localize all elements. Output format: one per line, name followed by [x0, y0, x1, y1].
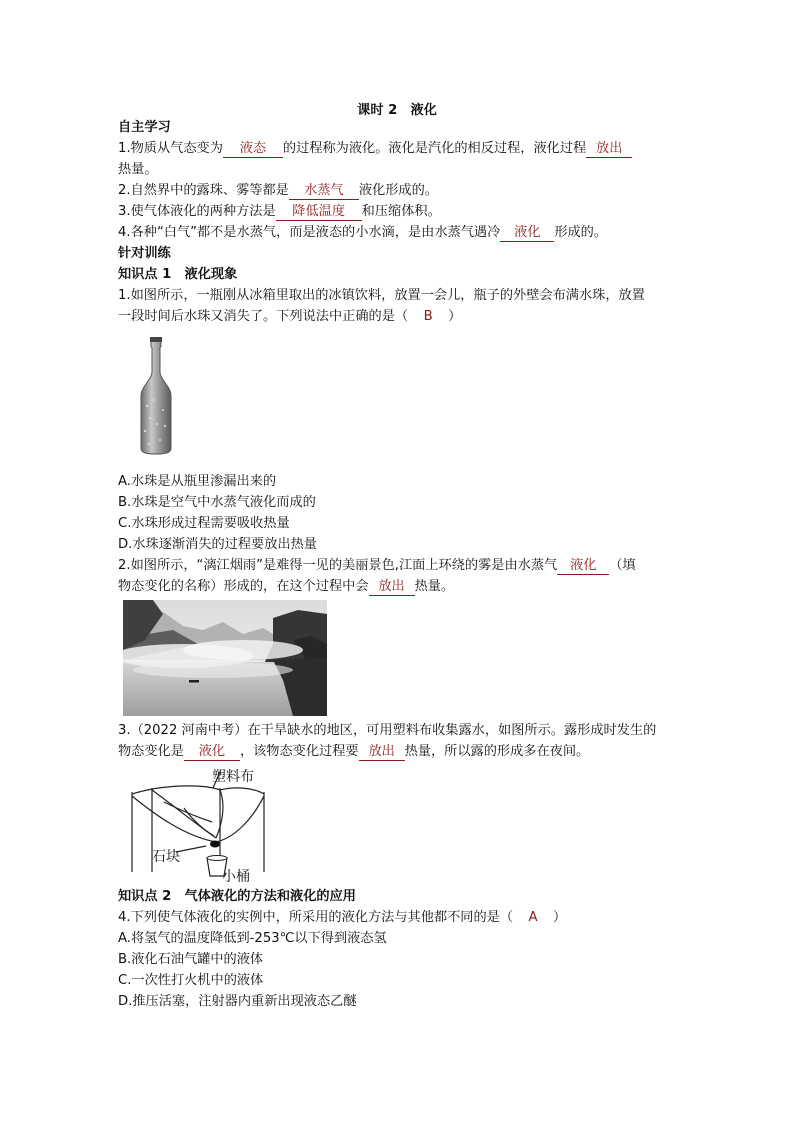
dew-collection-drawing	[124, 766, 284, 884]
t3-line1: 3.（2022 河南中考）在干旱缺水的地区，可用塑料布收集露水，如图所示。露形成时发生的	[118, 723, 657, 738]
lesson-title: 课时 2 液化	[357, 103, 437, 118]
t4-option-d: D.推压活塞，注射器内重新出现液态乙醚	[118, 994, 357, 1009]
t1-option-a: A.水珠是从瓶里渗漏出来的	[118, 474, 277, 489]
t1-answer: B	[423, 309, 433, 324]
q3-answer: 降低温度	[276, 204, 362, 221]
t2-answer-2: 放出	[369, 579, 415, 596]
q3-pre: 3.使气体液化的两种方法是	[118, 204, 276, 219]
t1-option-c: C.水珠形成过程需要吸收热量	[118, 516, 290, 531]
q1-mid: 的过程称为液化。液化是汽化的相反过程，液化过程	[282, 141, 587, 156]
t1-option-d: D.水珠逐渐消失的过程要放出热量	[118, 537, 317, 552]
label-bucket: 小桶	[222, 869, 250, 885]
t1-pre: 一段时间后水珠又消失了。下列说法中正确的是（	[118, 309, 409, 324]
t4-option-c: C.一次性打火机中的液体	[118, 973, 264, 988]
q2-line	[118, 182, 438, 200]
t4-line	[118, 909, 566, 927]
q4-answer: 液化	[500, 225, 554, 242]
t2-line2-post: 热量。	[414, 579, 455, 594]
q3-post: 和压缩体积。	[361, 204, 441, 219]
t3-answer-1: 液化	[184, 744, 240, 761]
t2-post: （填	[609, 558, 636, 573]
section-training: 针对训练	[118, 246, 171, 261]
q1-answer-2: 放出	[586, 141, 632, 158]
t2-line2-pre: 物态变化的名称）形成的，在这个过程中会	[118, 579, 369, 594]
misty-river-photo	[123, 600, 327, 716]
q2-pre: 2.自然界中的露珠、雾等都是	[118, 183, 289, 198]
t1-option-b: B.水珠是空气中水蒸气液化而成的	[118, 495, 316, 510]
bottle-figure	[136, 336, 176, 456]
t2-line2	[118, 578, 454, 596]
t3-line2	[118, 743, 589, 761]
dew-collection-diagram	[124, 766, 284, 884]
t4-option-b: B.液化石油气罐中的液体	[118, 952, 264, 967]
t3-line2-mid: ，该物态变化过程要	[239, 744, 359, 759]
t4-pre: 4.下列使气体液化的实例中，所采用的液化方法与其他都不同的是（	[118, 910, 514, 925]
knowledge-point-2: 知识点 2 气体液化的方法和液化的应用	[118, 889, 356, 904]
label-stone: 石块	[152, 849, 180, 865]
q4-line	[118, 224, 607, 242]
q4-post: 形成的。	[554, 225, 608, 240]
label-plastic-cloth: 塑料布	[212, 769, 254, 785]
t2-pre: 2.如图所示，“漓江烟雨”是难得一见的美丽景色,江面上环绕的雾是由水蒸气	[118, 558, 558, 573]
q1-pre: 1.物质从气态变为	[118, 141, 223, 156]
knowledge-point-1: 知识点 1 液化现象	[118, 267, 238, 282]
q2-answer: 水蒸气	[289, 183, 359, 200]
t2-answer-1: 液化	[557, 558, 609, 575]
t4-option-a: A.将氢气的温度降低到-253℃以下得到液态氢	[118, 931, 387, 946]
t2-line1	[118, 557, 636, 575]
t1-line1: 1.如图所示，一瓶刚从冰箱里取出的冰镇饮料，放置一会儿，瓶子的外壁会布满水珠，放置	[118, 288, 645, 303]
t1-line2	[118, 308, 461, 326]
t4-answer: A	[528, 910, 538, 925]
q2-post: 液化形成的。	[358, 183, 438, 198]
t1-post: ）	[448, 309, 462, 324]
q4-pre: 4.各种“白气”都不是水蒸气，而是液态的小水滴，是由水蒸气遇冷	[118, 225, 501, 240]
q1-line2: 热量。	[118, 162, 158, 177]
q1-line1	[118, 140, 632, 158]
t3-answer-2: 放出	[359, 744, 405, 761]
q3-line	[118, 203, 441, 221]
t3-line2-pre: 物态变化是	[118, 744, 184, 759]
t3-line2-post: 热量，所以露的形成多在夜间。	[404, 744, 590, 759]
t4-post: ）	[553, 910, 567, 925]
q1-answer-1: 液态	[223, 141, 283, 158]
section-self-study: 自主学习	[118, 120, 171, 135]
